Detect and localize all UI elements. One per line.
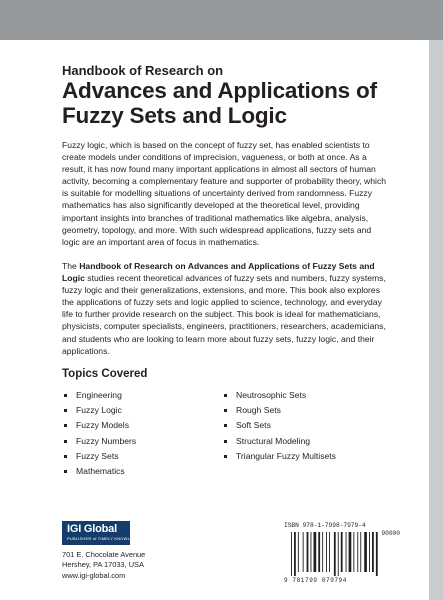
topic-item: Engineering xyxy=(62,388,136,403)
isbn-number: ISBN 978-1-7998-7979-4 xyxy=(284,522,366,529)
book-title-line2: Fuzzy Sets and Logic xyxy=(62,103,287,128)
topic-item: Fuzzy Models xyxy=(62,418,136,433)
barcode-bar xyxy=(318,532,320,572)
barcode-bar xyxy=(329,532,330,572)
paragraph-2-intro: The xyxy=(62,261,80,271)
barcode-bar xyxy=(376,532,378,576)
edge-strip xyxy=(429,40,443,600)
barcode-price-code: 90000 xyxy=(381,530,400,537)
topics-list-left xyxy=(62,388,136,479)
publisher-address xyxy=(62,550,145,581)
book-subtitle: Handbook of Research on xyxy=(62,63,224,78)
topics-heading: Topics Covered xyxy=(62,368,148,380)
isbn-barcode-block xyxy=(282,522,404,588)
header-bar xyxy=(0,0,443,40)
barcode-bar xyxy=(303,532,304,572)
topic-item: Mathematics xyxy=(62,464,136,479)
topics-list-right xyxy=(222,388,336,464)
barcode-bar xyxy=(372,532,374,572)
publisher-logo-text: IGI Global xyxy=(67,523,117,535)
description-paragraph-1: Fuzzy logic, which is based on the concept of fuzzy set, has enabled scientists to create models under conditions of imprecision, vagueness, or both at once. As a result, it has now found many important applications in almost all sectors of human activity, becoming a complementary feature and supporter of probability theory, which is suitable for modelling situations of uncertainty derived from randomness. Fuzzy mathematics has also significantly developed at the theoretical level, providing important insights into branches of traditional mathematics like algebra, analysis, geometry, topology, and more. With such widespread applications, fuzzy sets and logic are an important area of focus in mathematics. xyxy=(62,140,387,247)
barcode-digits: 9 781799 879794 xyxy=(284,577,348,584)
barcode-bar xyxy=(298,532,299,572)
topic-item: Rough Sets xyxy=(222,403,336,418)
description-paragraph-2 xyxy=(62,260,388,357)
book-title-line1: Advances and Applications of xyxy=(62,78,377,103)
barcode-bar xyxy=(353,532,354,572)
barcode-bar xyxy=(346,532,347,572)
address-line-1: 701 E. Chocolate Avenue xyxy=(62,550,146,559)
barcode-bar xyxy=(369,532,370,572)
topic-item: Triangular Fuzzy Multisets xyxy=(222,449,336,464)
barcode-bar xyxy=(307,532,309,572)
barcode-bar xyxy=(334,532,336,576)
paragraph-2-body: studies recent theoretical advances of fuzzy sets and numbers, fuzzy systems, fuzzy logic and their generalizations, extensions, and more. This book also explores the applications of fuzzy sets and logic applied to science, technology, and everyday life to further provide research on the subject. This book is ideal for mathematicians, physicists, computer specialists, engineers, practitioners, researchers, academicians, and students who are looking to learn more about fuzzy sets, fuzzy logic, and their applications. xyxy=(62,273,386,356)
paragraph-2-book-name: Handbook of Research on Advances and Applications of Fuzzy Sets and Logic xyxy=(62,261,375,284)
book-title xyxy=(62,78,402,128)
publisher-website: www.igi-global.com xyxy=(62,570,126,580)
barcode-bar xyxy=(364,532,367,572)
publisher-logo-tagline: PUBLISHER of TIMELY KNOWLEDGE xyxy=(67,536,143,541)
barcode-bar xyxy=(338,532,339,576)
barcode-bar xyxy=(294,532,296,576)
barcode-bar xyxy=(322,532,323,572)
barcode-bar xyxy=(326,532,327,572)
barcode-bar xyxy=(314,532,317,572)
barcode-bar xyxy=(341,532,343,572)
barcode-bar xyxy=(349,532,352,572)
barcode-bar xyxy=(357,532,358,572)
topic-item: Structural Modeling xyxy=(222,434,336,449)
topic-item: Neutrosophic Sets xyxy=(222,388,336,403)
barcode-bar xyxy=(360,532,361,572)
topic-item: Fuzzy Numbers xyxy=(62,434,136,449)
topic-item: Fuzzy Sets xyxy=(62,449,136,464)
publisher-logo xyxy=(62,521,143,545)
barcode-graphic xyxy=(290,532,394,576)
topic-item: Soft Sets xyxy=(222,418,336,433)
barcode-bar xyxy=(291,532,292,576)
topic-item: Fuzzy Logic xyxy=(62,403,136,418)
address-line-2: Hershey, PA 17033, USA xyxy=(62,560,144,570)
barcode-bar xyxy=(311,532,312,572)
